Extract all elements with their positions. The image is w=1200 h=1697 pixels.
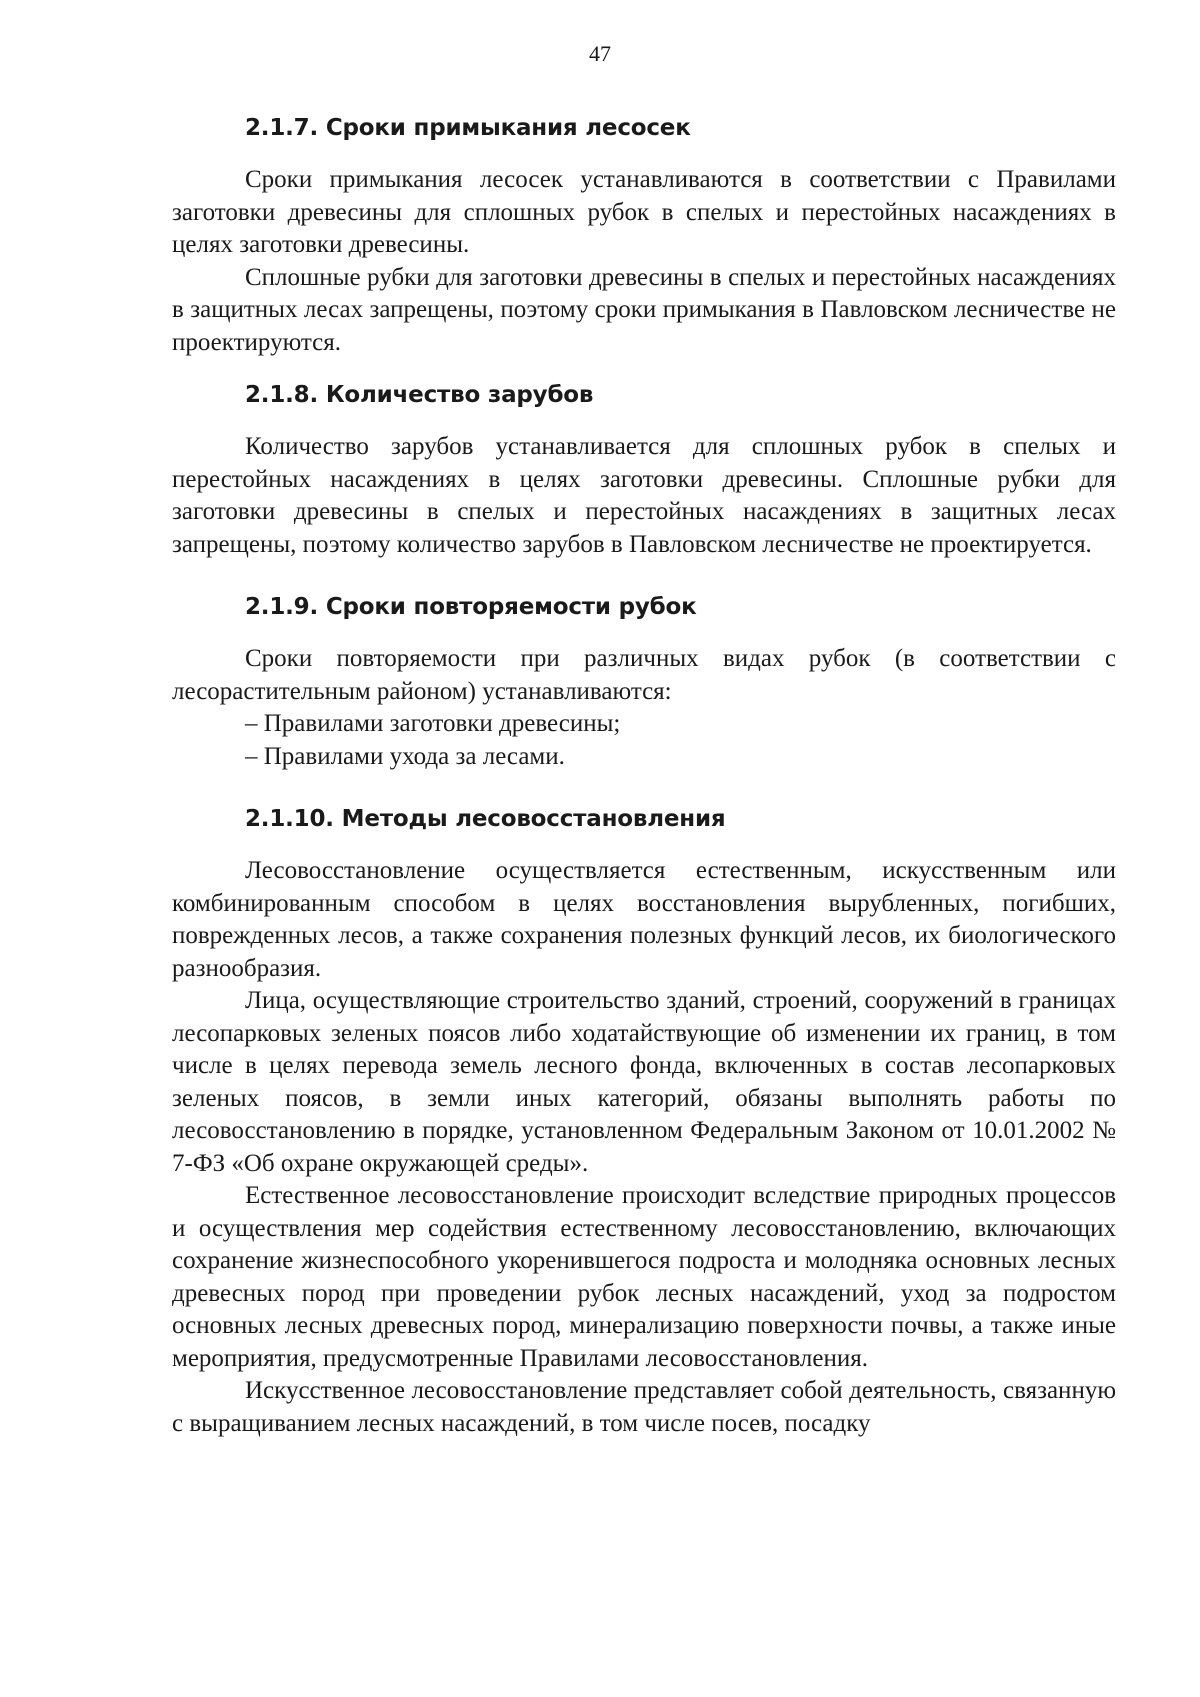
section-heading: 2.1.9. Сроки повторяемости рубок <box>245 594 697 620</box>
section-2-1-10 <box>172 803 1116 1440</box>
paragraph: Естественное лесовосстановление происходит вследствие природных процессов и осуществления мер содействия естественному лесовосстановлению, включающих сохранение жизнеспособного укоренившегося подроста и молодняка основных лесных древесных пород при проведении рубок лесных насаждений, уход за подростом основных лесных древесных пород, минерализацию поверхности почвы, а также иные мероприятия, предусмотренные Правилами лесовосстановления. <box>172 1182 1116 1372</box>
section-2-1-7 <box>172 112 1116 359</box>
paragraph: Лесовосстановление осуществляется естественным, искусственным или комбинированным способом в целях восстановления вырубленных, погибших, поврежденных лесов, а также сохранения полезных функций лесов, их биологического разнообразия. <box>172 857 1116 982</box>
section-heading: 2.1.7. Сроки примыкания лесосек <box>245 115 691 141</box>
paragraph: Искусственное лесовосстановление представляет собой деятельность, связанную с выращиванием лесных насаждений, в том числе посев, посадку <box>172 1377 1116 1437</box>
section-2-1-8 <box>172 379 1116 561</box>
section-2-1-9 <box>172 591 1116 773</box>
list-item: – Правилами заготовки древесины; <box>245 710 621 737</box>
section-heading: 2.1.10. Методы лесовосстановления <box>245 806 726 832</box>
page-number: 47 <box>589 41 611 66</box>
paragraph: Сплошные рубки для заготовки древесины в спелых и перестойных насаждениях в защитных лесах запрещены, поэтому сроки примыкания в Павловском лесничестве не проектируются. <box>172 263 1116 356</box>
paragraph: Количество зарубов устанавливается для сплошных рубок в спелых и перестойных насаждениях в целях заготовки древесины. Сплошные рубки для заготовки древесины в спелых и перестойных насаждениях в защитных лесах запрещены, поэтому количество зарубов в Павловском лесничестве не проектируется. <box>172 433 1116 558</box>
paragraph: Лица, осуществляющие строительство зданий, строений, сооружений в границах лесопарковых зеленых поясов либо ходатайствующие об изменении их границ, в том числе в целях перевода земель лесного фонда, включенных в состав лесопарковых зеленых поясов, в земли иных категорий, обязаны выполнять работы по лесовосстановлению в порядке, установленном Федеральным Законом от 10.01.2002 № 7-ФЗ «Об охране окружающей среды». <box>172 987 1116 1177</box>
paragraph: Сроки примыкания лесосек устанавливаются в соответствии с Правилами заготовки древесины для сплошных рубок в спелых и перестойных насаждениях в целях заготовки древесины. <box>172 166 1116 258</box>
list-item: – Правилами ухода за лесами. <box>245 742 565 770</box>
section-heading: 2.1.8. Количество зарубов <box>245 382 594 408</box>
page-content <box>172 112 1116 1440</box>
paragraph: Сроки повторяемости при различных видах рубок (в соответствии с лесорастительным районом) устанавливаются: <box>172 645 1116 705</box>
